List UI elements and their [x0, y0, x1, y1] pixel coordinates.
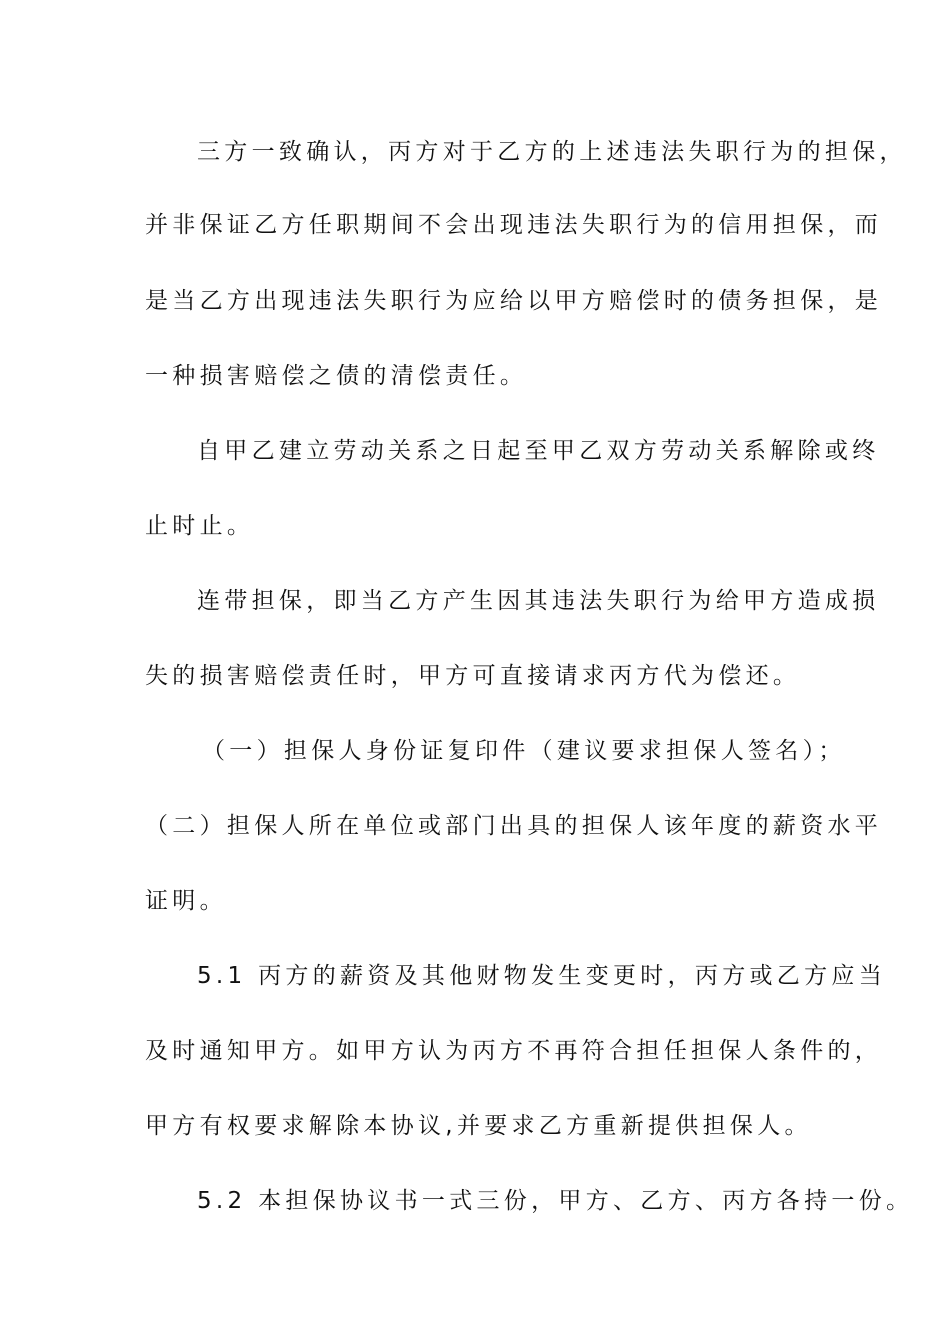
- list-item: （二）担保人所在单位或部门出具的担保人该年度的薪资水平: [145, 813, 883, 839]
- clause-line: 5.2 本担保协议书一式三份，甲方、乙方、丙方各持一份。: [197, 1188, 914, 1214]
- paragraph-line: 并非保证乙方任职期间不会出现违法失职行为的信用担保，而: [145, 212, 883, 238]
- clause-line: 甲方有权要求解除本协议,并要求乙方重新提供担保人。: [145, 1113, 812, 1139]
- paragraph-line: 三方一致确认，丙方对于乙方的上述违法失职行为的担保，: [197, 139, 907, 165]
- clause-line: 5.1 丙方的薪资及其他财物发生变更时，丙方或乙方应当: [197, 963, 886, 989]
- paragraph-line: 止时止。: [145, 513, 255, 539]
- paragraph-line: 一种损害赔偿之债的清偿责任。: [145, 363, 528, 389]
- paragraph-line: 证明。: [145, 888, 227, 914]
- clause-line: 及时通知甲方。如甲方认为丙方不再符合担任担保人条件的，: [145, 1038, 883, 1064]
- paragraph-line: 连带担保，即当乙方产生因其违法失职行为给甲方造成损: [197, 588, 880, 614]
- paragraph-line: 是当乙方出现违法失职行为应给以甲方赔偿时的债务担保，是: [145, 288, 883, 314]
- paragraph-line: 自甲乙建立劳动关系之日起至甲乙双方劳动关系解除或终: [197, 438, 880, 464]
- paragraph-line: 失的损害赔偿责任时，甲方可直接请求丙方代为偿还。: [145, 663, 801, 689]
- list-item: （一）担保人身份证复印件（建议要求担保人签名）；: [202, 738, 846, 764]
